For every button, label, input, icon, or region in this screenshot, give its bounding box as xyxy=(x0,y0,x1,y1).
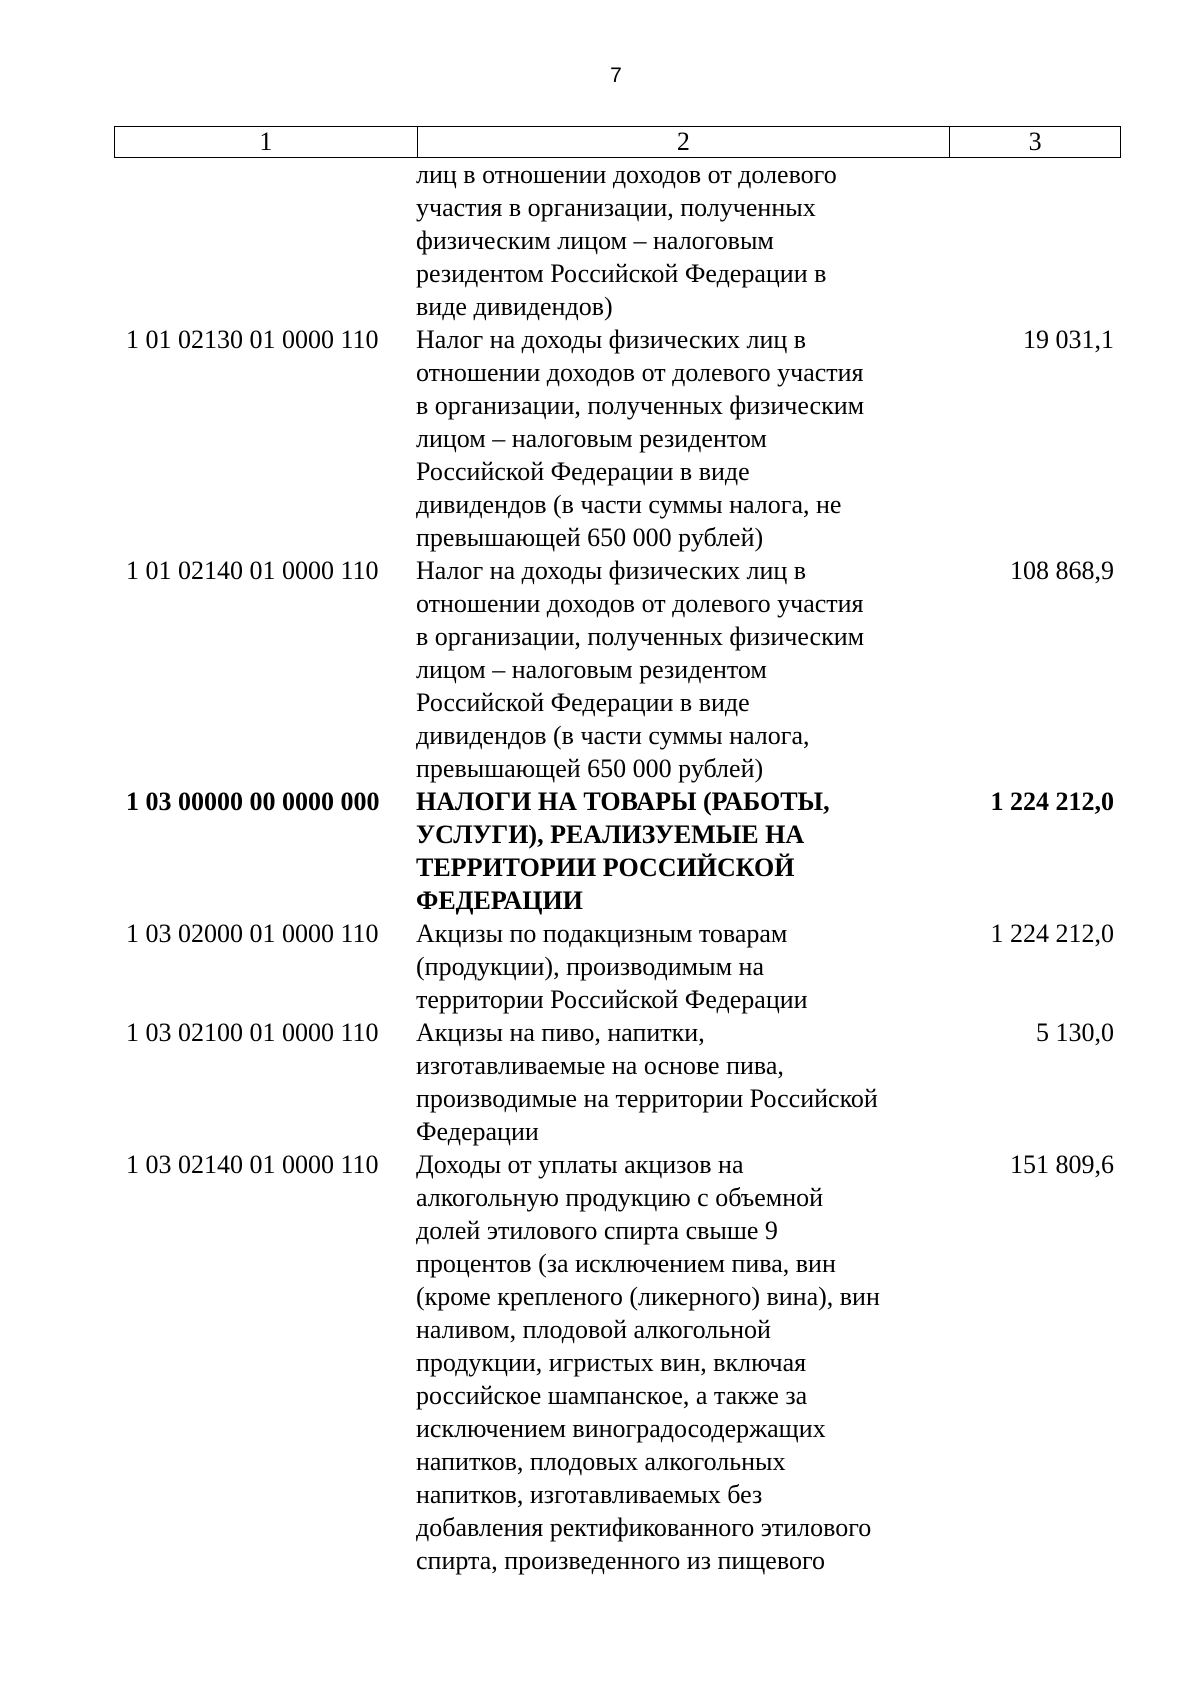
row-code: 1 01 02130 01 0000 110 xyxy=(126,325,379,354)
table-row xyxy=(114,323,1114,554)
row-description: Налог на доходы физических лиц в отношении доходов от долевого участия в организации, полученных физическим лицом – налоговым резидентом Российской Федерации в виде дивидендов (в части суммы налога, не превышающей 650 000 рублей) xyxy=(416,325,865,552)
row-description: лиц в отношении доходов от долевого участия в организации, полученных физическим лицом – налоговым резидентом Российской Федерации в виде дивидендов) xyxy=(416,160,837,321)
page-number: 7 xyxy=(610,64,622,87)
row-amount: 108 868,9 xyxy=(1010,556,1114,585)
column-header-3: 3 xyxy=(950,127,1121,158)
row-amount: 5 130,0 xyxy=(1036,1018,1114,1047)
table-header-row xyxy=(115,127,1121,158)
table-row xyxy=(114,785,1114,917)
row-code: 1 03 02000 01 0000 110 xyxy=(126,919,379,948)
row-amount: 19 031,1 xyxy=(1023,325,1114,354)
table-body xyxy=(114,158,1114,1577)
column-header-2: 2 xyxy=(417,127,949,158)
table-row xyxy=(114,554,1114,785)
row-description: Акцизы на пиво, напитки, изготавливаемые на основе пива, производимые на территории Российской Федерации xyxy=(416,1018,878,1146)
row-description: Акцизы по подакцизным товарам (продукции), производимым на территории Российской Федерации xyxy=(416,919,808,1014)
table-row xyxy=(114,158,1114,323)
row-code: 1 01 02140 01 0000 110 xyxy=(126,556,379,585)
row-description: Доходы от уплаты акцизов на алкогольную продукцию с объемной долей этилового спирта свыше 9 процентов (за исключением пива, вин (кроме крепленого (ликерного) вина), вин наливом, плодовой алкогольной продукции, игристых вин, включая российское шампанское, а также за исключением виноградосодержащих напитков, плодовых алкогольных напитков, изготавливаемых без добавления ректификованного этилового спирта, произведенного из пищевого xyxy=(416,1150,880,1575)
row-amount: 1 224 212,0 xyxy=(990,787,1114,816)
row-code: 1 03 02100 01 0000 110 xyxy=(126,1018,379,1047)
row-description: Налог на доходы физических лиц в отношении доходов от долевого участия в организации, полученных физическим лицом – налоговым резидентом Российской Федерации в виде дивидендов (в части суммы налога, превышающей 650 000 рублей) xyxy=(416,556,865,783)
row-amount: 151 809,6 xyxy=(1010,1150,1114,1179)
row-code: 1 03 00000 00 0000 000 xyxy=(126,787,380,816)
row-description: НАЛОГИ НА ТОВАРЫ (РАБОТЫ, УСЛУГИ), РЕАЛИЗУЕМЫЕ НА ТЕРРИТОРИИ РОССИЙСКОЙ ФЕДЕРАЦИИ xyxy=(416,787,830,915)
table-header xyxy=(114,126,1121,158)
row-code: 1 03 02140 01 0000 110 xyxy=(126,1150,379,1179)
table-row xyxy=(114,917,1114,1016)
table-row xyxy=(114,1016,1114,1148)
row-amount: 1 224 212,0 xyxy=(990,919,1114,948)
column-header-1: 1 xyxy=(115,127,418,158)
table-row xyxy=(114,1148,1114,1577)
